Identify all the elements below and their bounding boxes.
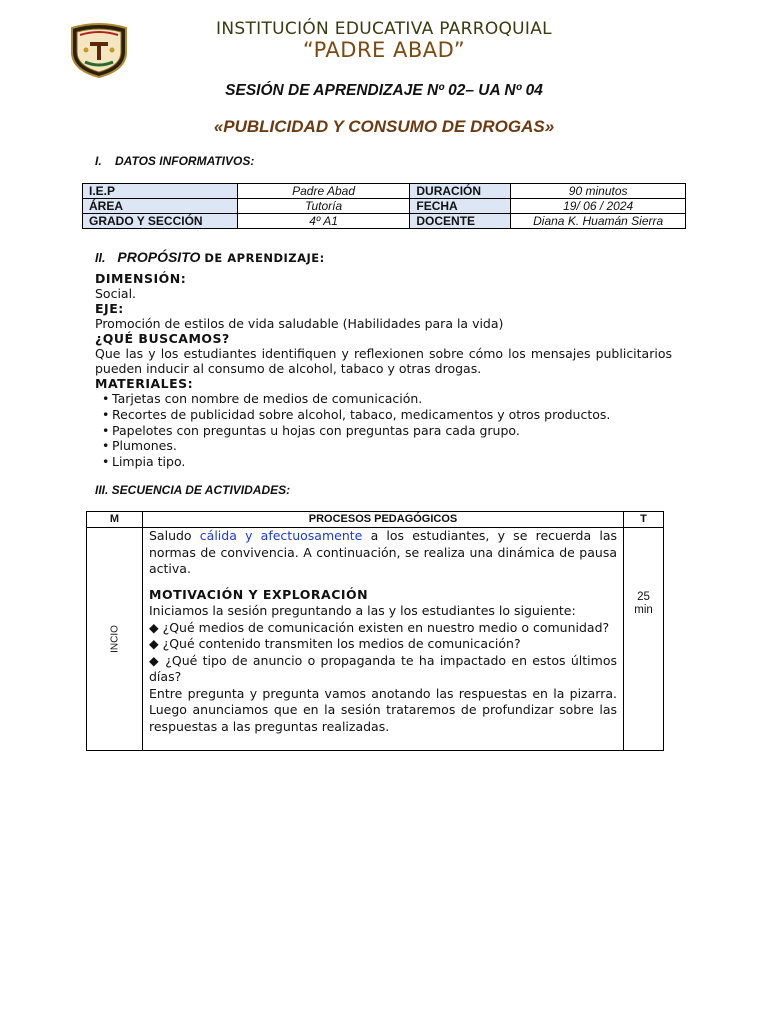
list-item: • Tarjetas con nombre de medios de comunicación.	[112, 391, 672, 407]
info-value: 4º A1	[237, 214, 410, 229]
info-value: 19/ 06 / 2024	[511, 199, 686, 214]
section-1-number: I.	[95, 154, 102, 168]
list-item: • Limpia tipo.	[112, 454, 672, 470]
list-item: • Papelotes con preguntas u hojas con preguntas para cada grupo.	[112, 423, 672, 439]
purpose-block	[95, 271, 672, 470]
eje-value: Promoción de estilos de vida saludable (Habilidades para la vida)	[95, 316, 504, 331]
greeting-post: a los estudiantes, y se recuerda las normas de convivencia. A continuación, se realiza una dinámica de pausa activa.	[149, 528, 617, 576]
moment-cell	[87, 528, 143, 751]
moment-label: INCIO	[109, 625, 120, 653]
question-item: ◆ ¿Qué contenido transmiten los medios de comunicación?	[149, 636, 521, 651]
session-title: SESIÓN DE APRENDIZAJE Nº 02– UA Nº 04	[225, 82, 543, 99]
info-value: Diana K. Huamán Sierra	[511, 214, 686, 229]
info-label: DOCENTE	[410, 214, 511, 229]
section-2-title-rest: DE APRENDIZAJE:	[204, 251, 325, 265]
section-2-number: II.	[95, 251, 106, 265]
dimension-label: DIMENSIÓN:	[95, 271, 187, 286]
info-value: 90 minutos	[511, 184, 686, 199]
list-item: • Plumones.	[112, 438, 672, 454]
table-row	[83, 214, 686, 229]
list-item: • Recortes de publicidad sobre alcohol, tabaco, medicamentos y otros productos.	[112, 407, 672, 423]
time-value	[625, 529, 662, 617]
time-unit: min	[634, 604, 653, 616]
institution-subname: “PADRE ABAD”	[302, 38, 466, 62]
institution-name: INSTITUCIÓN EDUCATIVA PARROQUIAL	[216, 19, 552, 39]
col-header-procesos: PROCESOS PEDAGÓGICOS	[143, 512, 624, 528]
motivation-intro: Iniciamos la sesión preguntando a las y los estudiantes lo siguiente:	[149, 603, 576, 618]
greeting-paragraph	[149, 528, 617, 578]
materiales-list	[95, 391, 672, 470]
eje-label: EJE:	[95, 301, 124, 316]
procesos-cell	[143, 528, 624, 751]
dimension-value: Social.	[95, 286, 137, 301]
time-cell	[624, 528, 664, 751]
section-1-heading	[95, 154, 254, 168]
col-header-t: T	[624, 512, 664, 528]
section-2-title-em: PROPÓSITO	[117, 249, 201, 265]
info-table	[82, 183, 686, 229]
table-row	[83, 184, 686, 199]
question-item: ◆ ¿Qué tipo de anuncio o propaganda te ha impactado en estos últimos días?	[149, 652, 617, 684]
info-label: FECHA	[410, 199, 511, 214]
question-item: ◆ ¿Qué medios de comunicación existen en nuestro medio o comunidad?	[149, 619, 610, 635]
info-label: ÁREA	[83, 199, 238, 214]
table-row	[87, 528, 664, 751]
greeting-pre: Saludo	[149, 528, 192, 543]
buscamos-label: ¿QUÉ BUSCAMOS?	[95, 331, 230, 346]
topic-title: «PUBLICIDAD Y CONSUMO DE DROGAS»	[213, 117, 555, 136]
info-value: Padre Abad	[237, 184, 410, 199]
materiales-label: MATERIALES:	[95, 376, 194, 391]
table-header-row	[87, 512, 664, 528]
activities-table	[86, 511, 664, 751]
section-2-heading	[95, 249, 325, 265]
info-label: I.E.P	[83, 184, 238, 199]
info-label: DURACIÓN	[410, 184, 511, 199]
info-value: Tutoría	[237, 199, 410, 214]
time-number: 25	[637, 591, 650, 603]
section-3-heading: III. SECUENCIA DE ACTIVIDADES:	[95, 483, 291, 497]
table-row	[83, 199, 686, 214]
buscamos-value: Que las y los estudiantes identifiquen y reflexionen sobre cómo los mensajes publicitarios pueden inducir al consumo de alcohol, tabaco y otras drogas.	[95, 346, 672, 376]
closing-paragraph: Entre pregunta y pregunta vamos anotando las respuestas en la pizarra. Luego anunciamos que en la sesión trataremos de profundizar sobre las respuestas a las preguntas realizadas.	[149, 685, 617, 734]
motivation-title: MOTIVACIÓN Y EXPLORACIÓN	[149, 586, 369, 602]
section-1-title: DATOS INFORMATIVOS:	[115, 154, 255, 168]
info-label: GRADO Y SECCIÓN	[83, 214, 238, 229]
col-header-m: M	[87, 512, 143, 528]
greeting-highlight: cálida y afectuosamente	[199, 528, 363, 543]
